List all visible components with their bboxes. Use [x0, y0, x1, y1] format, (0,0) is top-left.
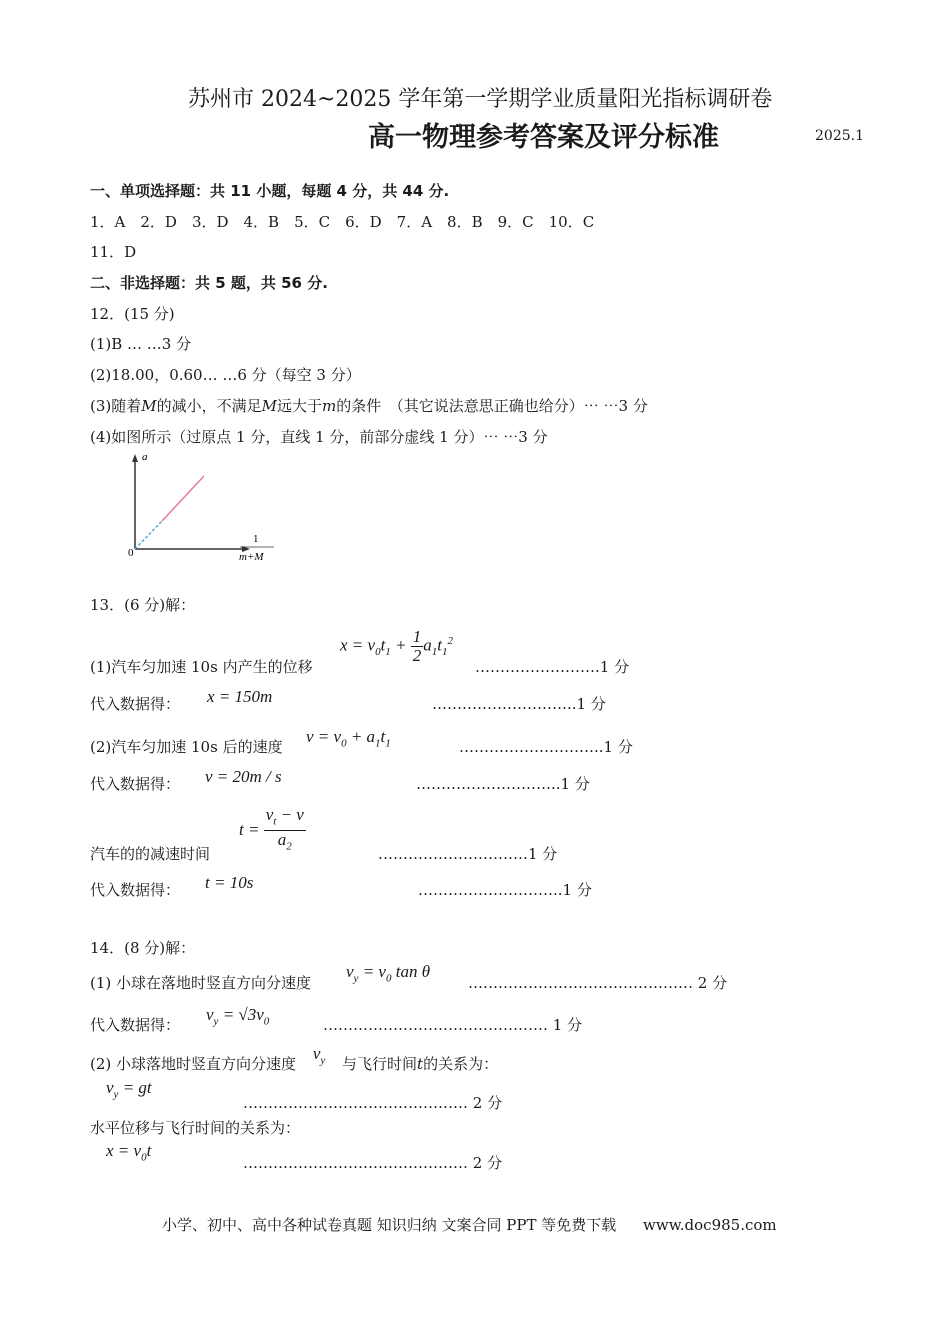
a-vs-inverse-mass-graph — [120, 448, 280, 570]
q13-row4-score: ………………………..1 分 — [416, 775, 590, 793]
q14-row6-score: ……………………………………… 2 分 — [243, 1154, 503, 1172]
q13-eq3: $v = v_0 + a_1t_1$ — [306, 727, 391, 750]
q12-part1: (1)B … …3 分 — [90, 335, 192, 353]
q14-eq4: $v_y$ = gt — [106, 1078, 152, 1101]
section2-heading: 二、非选择题：共 5 题，共 56 分. — [90, 274, 328, 292]
q13-eq1: $x = v_0t_1$ + $\frac{1}{2}$ $a_1t_1^2$ — [340, 627, 454, 665]
q14-row2-text: 代入数据得： — [90, 1016, 181, 1034]
q12-part4: (4)如图所示（过原点 1 分，直线 1 分，前部分虚线 1 分）⋯ ⋯3 分 — [90, 428, 548, 446]
q13-eq4: v = 20m / s — [205, 767, 282, 786]
q13-row1-text: (1)汽车匀加速 10s 内产生的位移 — [90, 658, 313, 676]
q13-eq6: t = 10s — [205, 873, 254, 892]
footer — [162, 1214, 777, 1235]
q13-row2-score: ………………………..1 分 — [432, 695, 606, 713]
q13-row5-score: …………………………1 分 — [378, 845, 558, 863]
answers-line2: 11．D — [90, 243, 137, 261]
q12-part3: (3)随着M的减小，不满足M远大于m的条件 （其它说法意思正确也给分）⋯ ⋯3 分 — [90, 397, 648, 415]
q13-eq2: x = 150m — [207, 687, 273, 706]
q13-row5-text: 汽车的的减速时间 — [90, 845, 211, 863]
q14-eq6: $x = v_0t$ — [106, 1141, 152, 1164]
q14-row5-text: 水平位移与飞行时间的关系为： — [90, 1119, 301, 1137]
q14-row2-score: ……………………………………… 1 分 — [323, 1016, 583, 1034]
q14-row1-text: (1) 小球在落地时竖直方向分速度 — [90, 974, 312, 992]
y-axis-label: a — [142, 451, 148, 463]
x-axis-label-num: 1 — [253, 533, 259, 545]
q14-title: 14．(8 分)解： — [90, 939, 196, 957]
q14-row4-score: ……………………………………… 2 分 — [243, 1094, 503, 1112]
q13-row3-text: (2)汽车匀加速 10s 后的速度 — [90, 738, 283, 756]
q13-row3-score: ………………………..1 分 — [459, 738, 633, 756]
x-axis-label-den: m+M — [239, 551, 264, 563]
section1-heading: 一、单项选择题：共 11 小题，每题 4 分，共 44 分. — [90, 182, 450, 200]
q13-row6-score: ………………………..1 分 — [418, 881, 592, 899]
q14-eq2: $v_y = √3v_0$ — [206, 1005, 270, 1028]
q13-eq5: t = $\frac{v_t - v}{a_2}$ — [239, 805, 304, 853]
q13-row1-score: …………………….1 分 — [475, 658, 630, 676]
q13-title: 13．(6 分)解： — [90, 596, 196, 614]
y-axis-arrow — [132, 454, 138, 462]
footer-url[interactable]: www.doc985.com — [643, 1216, 777, 1234]
q14-row3: (2) 小球落地时竖直方向分速度 $v_y$ 与飞行时间t的关系为： — [90, 1044, 499, 1073]
q12-part2: (2)18.00，0.60… …6 分（每空 3 分） — [90, 366, 361, 384]
date: 2025.1 — [815, 128, 864, 144]
title-line1: 苏州市 2024~2025 学年第一学期学业质量阳光指标调研卷 — [188, 87, 773, 112]
dashed-segment — [135, 521, 162, 549]
q13-row4-text: 代入数据得： — [90, 775, 181, 793]
q14-row1-score: ……………………………………… 2 分 — [468, 974, 728, 992]
origin-label: 0 — [128, 547, 134, 559]
page-title: 高一物理参考答案及评分标准 — [368, 122, 719, 153]
q13-row2-text: 代入数据得： — [90, 695, 181, 713]
q13-row6-text: 代入数据得： — [90, 881, 181, 899]
q14-eq1: $v_y = v_0$ tan θ — [346, 962, 431, 985]
q12-title: 12．(15 分) — [90, 305, 175, 323]
solid-line — [162, 476, 204, 521]
footer-text: 小学、初中、高中各种试卷真题 知识归纳 文案合同 PPT 等免费下载 — [162, 1216, 617, 1234]
answers-line1: 1．A 2．D 3．D 4．B 5．C 6．D 7．A 8．B 9．C 10．C — [90, 213, 595, 231]
